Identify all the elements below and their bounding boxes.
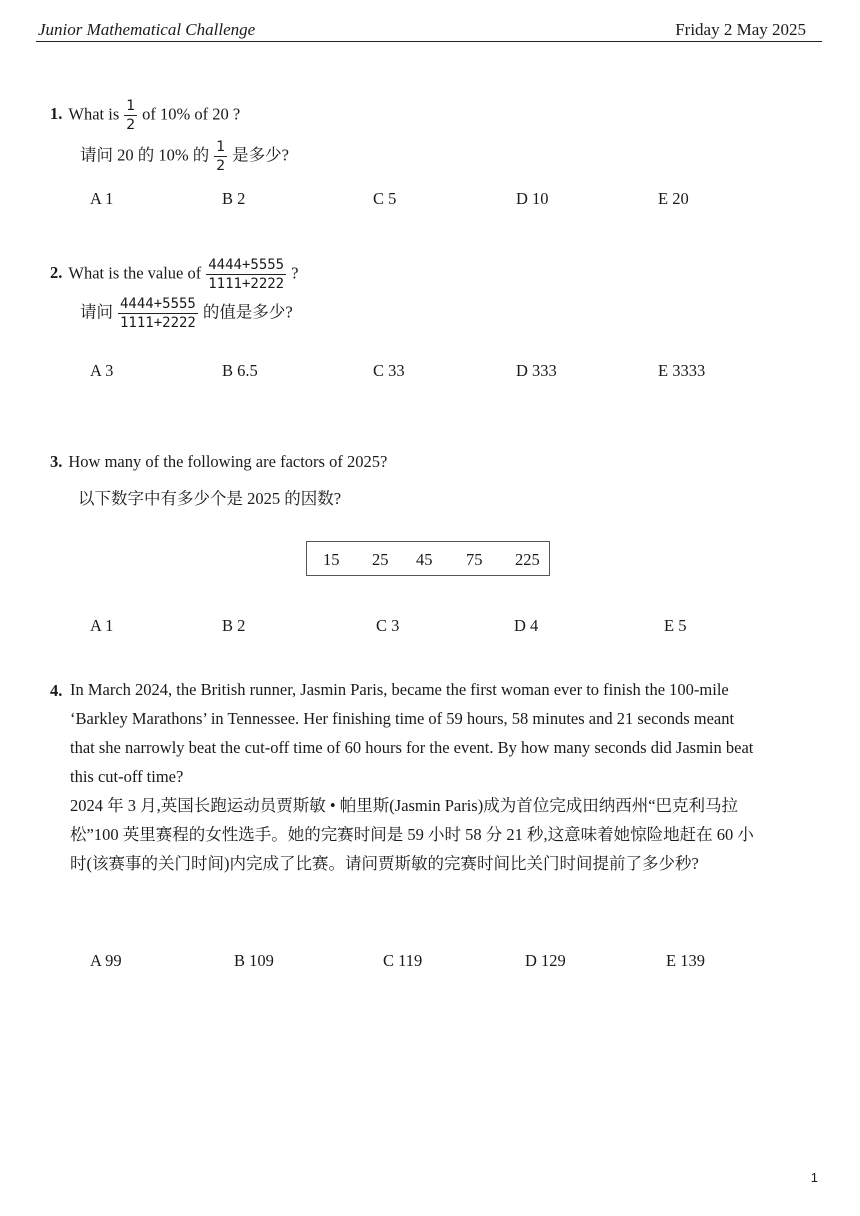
- q1-cn-post: 是多少?: [232, 145, 289, 165]
- q1-option-c[interactable]: C 5: [373, 189, 397, 208]
- q3-number-item: 15: [323, 550, 340, 569]
- q2-en-pre: What is the value of: [68, 263, 202, 283]
- q2-option-d[interactable]: D 333: [516, 361, 557, 380]
- q1-option-a[interactable]: A 1: [90, 189, 114, 208]
- q3-option-d[interactable]: D 4: [514, 616, 539, 635]
- q3-number-item: 225: [515, 550, 540, 569]
- q1-option-b[interactable]: B 2: [222, 189, 246, 208]
- q4-english: In March 2024, the British runner, Jasmin Paris, became the first woman ever to finish the 100-mile ‘Barkley Marathons’ in Tennessee. Her finishing time of 59 hours, 58 minutes and 21 seconds meant that she narrowly beat the cut-off time of 60 hours for the event. By how many seconds did Jasmin beat this cut-off time?: [70, 680, 754, 786]
- q1-cn-fraction: [214, 140, 227, 173]
- q2-chinese: [80, 297, 293, 330]
- q1-chinese: [80, 140, 289, 173]
- q4-option-d[interactable]: D 129: [525, 951, 566, 970]
- q1-en-post: of 10% of 20 ?: [142, 104, 241, 124]
- q3-english: [50, 452, 387, 472]
- q4-option-e[interactable]: E 139: [666, 951, 705, 970]
- q3-en-text: How many of the following are factors of 2025?: [68, 452, 388, 471]
- q1-cn-frac-numerator: 1: [216, 139, 226, 155]
- q2-number: 2.: [50, 263, 63, 283]
- q2-frac-numerator: 4444+5555: [208, 257, 285, 273]
- q2-option-b[interactable]: B 6.5: [222, 361, 258, 380]
- q3-number-item: 75: [466, 550, 483, 569]
- q3-number: 3.: [50, 452, 63, 471]
- q3-chinese: 以下数字中有多少个是 2025 的因数?: [78, 489, 342, 508]
- q2-fraction: [206, 258, 286, 291]
- q3-number-box: [306, 541, 550, 576]
- q4-number: 4.: [50, 681, 63, 700]
- q1-en-pre: What is: [68, 104, 120, 124]
- q2-option-e[interactable]: E 3333: [658, 361, 706, 380]
- header-title: Junior Mathematical Challenge: [38, 20, 256, 39]
- q4-option-a[interactable]: A 99: [90, 951, 122, 970]
- q4-chinese: 2024 年 3 月,英国长跑运动员贾斯敏 • 帕里斯(Jasmin Paris)成为首位完成田纳西州“巴克利马拉松”100 英里赛程的女性选手。她的完赛时间是 59 小时 58 分 21 秒,这意味着她惊险地赶在 60 小时(该赛事的关门时间)内完成了比赛。请问贾斯敏的完赛时间比关门时间提前了多少秒?: [70, 796, 754, 873]
- q4-option-c[interactable]: C 119: [383, 951, 423, 970]
- q1-frac-denominator: 2: [126, 117, 136, 133]
- q1-option-d[interactable]: D 10: [516, 189, 549, 208]
- q2-frac-denominator: 1111+2222: [208, 276, 285, 292]
- q3-option-e[interactable]: E 5: [664, 616, 687, 635]
- q2-cn-post: 的值是多少?: [202, 302, 293, 322]
- q3-number-item: 45: [416, 550, 433, 569]
- q3-option-c[interactable]: C 3: [376, 616, 400, 635]
- q1-english: [50, 99, 240, 132]
- q2-cn-fraction: [118, 297, 198, 330]
- q1-option-e[interactable]: E 20: [658, 189, 689, 208]
- header-rule: [36, 41, 822, 42]
- q3-option-a[interactable]: A 1: [90, 616, 114, 635]
- q1-number: 1.: [50, 104, 63, 124]
- q2-cn-frac-denominator: 1111+2222: [120, 315, 196, 331]
- header-date: Friday 2 May 2025: [675, 20, 806, 39]
- q4-option-b[interactable]: B 109: [234, 951, 274, 970]
- q2-en-post: ?: [291, 263, 299, 283]
- q1-frac-numerator: 1: [126, 98, 136, 114]
- q2-cn-pre: 请问: [80, 302, 113, 322]
- q1-cn-frac-denominator: 2: [216, 158, 226, 174]
- q2-option-a[interactable]: A 3: [90, 361, 114, 380]
- q3-option-b[interactable]: B 2: [222, 616, 246, 635]
- q2-english: [50, 258, 298, 291]
- page-number: 1: [810, 1170, 818, 1185]
- q3-number-item: 25: [372, 550, 389, 569]
- q2-cn-frac-numerator: 4444+5555: [120, 296, 196, 312]
- q2-option-c[interactable]: C 33: [373, 361, 405, 380]
- q1-cn-pre: 请问 20 的 10% 的: [80, 145, 210, 165]
- q1-fraction: [124, 99, 137, 132]
